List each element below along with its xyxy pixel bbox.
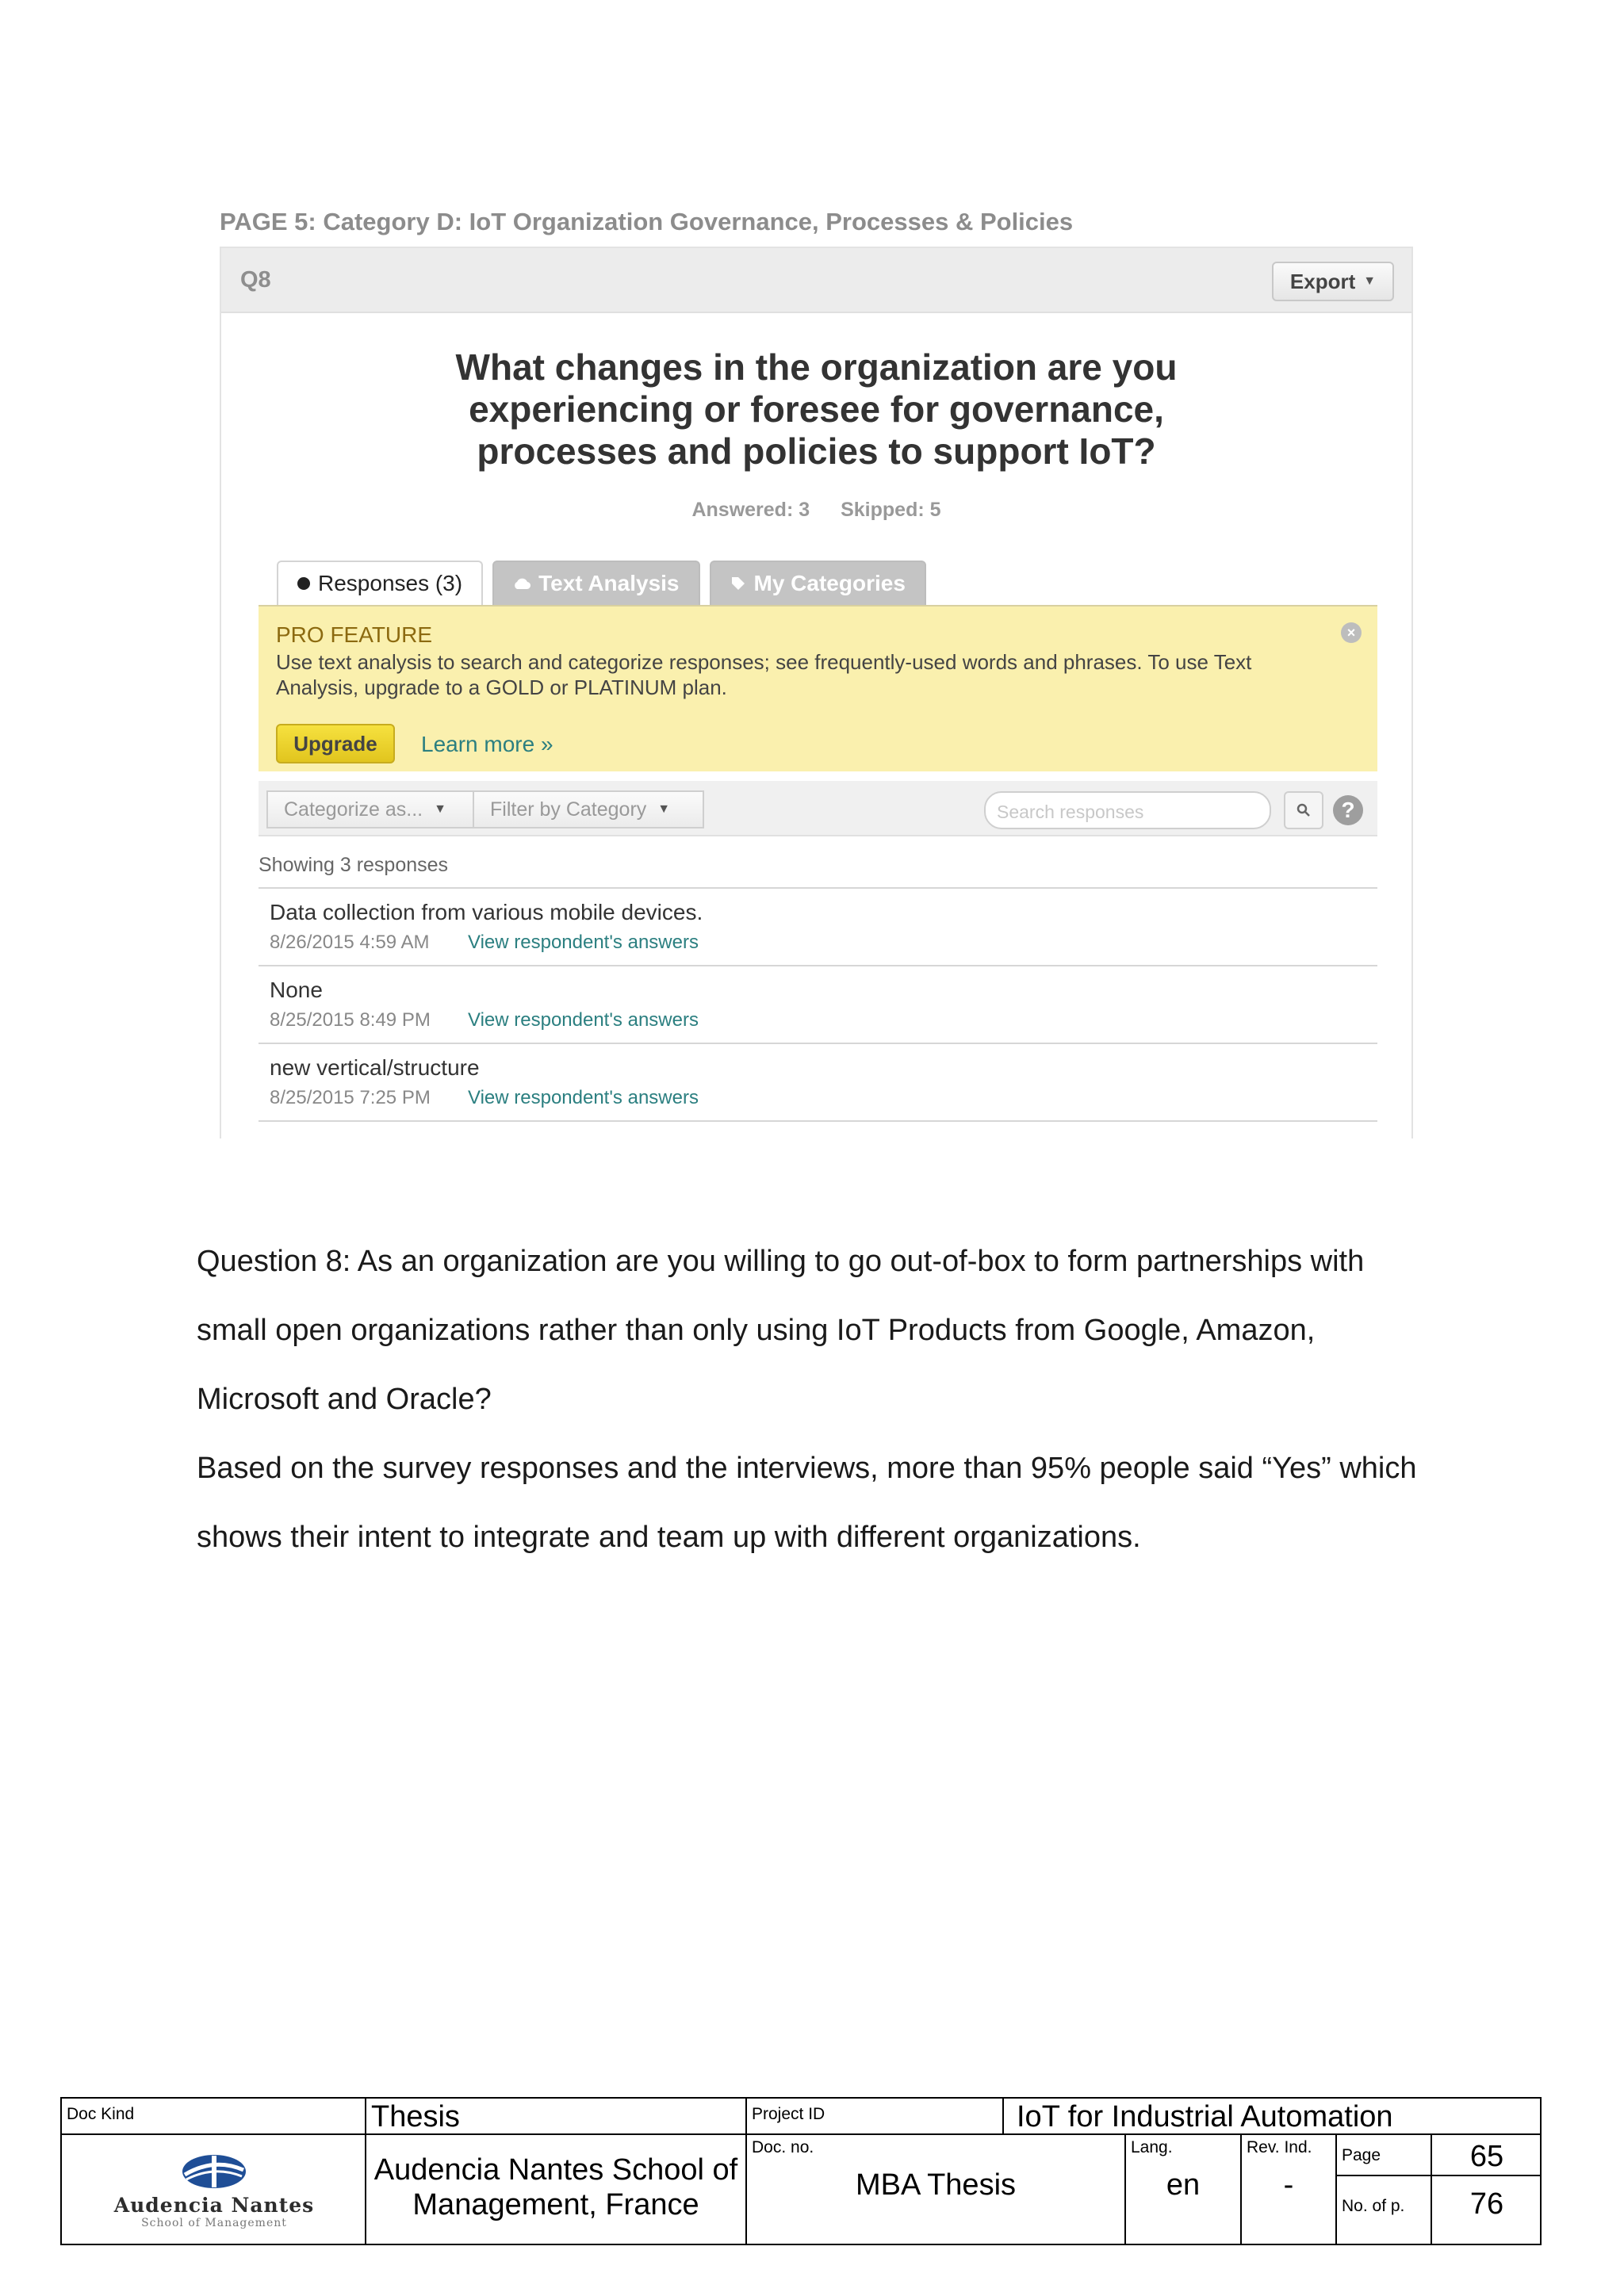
project-id-value: IoT for Industrial Automation bbox=[1017, 2100, 1393, 2133]
logo-subtitle: School of Management bbox=[141, 2217, 287, 2229]
close-icon[interactable]: × bbox=[1341, 622, 1362, 643]
response-text: None bbox=[270, 978, 323, 1002]
body-text bbox=[197, 1227, 1434, 1572]
school-name-line: Audencia Nantes School of bbox=[373, 2153, 738, 2187]
categorize-dropdown[interactable] bbox=[266, 790, 474, 828]
rev-value: - bbox=[1283, 2168, 1294, 2202]
question-title bbox=[221, 346, 1411, 473]
tab-text-analysis[interactable] bbox=[492, 561, 699, 607]
doc-kind-label-cell bbox=[62, 2099, 366, 2135]
tab-label: Text Analysis bbox=[538, 571, 680, 595]
showing-count: Showing 3 responses bbox=[259, 854, 449, 876]
lang-value: en bbox=[1166, 2168, 1201, 2202]
view-answers-link[interactable]: View respondent's answers bbox=[468, 1009, 699, 1031]
rev-label: Rev. Ind. bbox=[1247, 2138, 1312, 2156]
response-date: 8/25/2015 8:49 PM bbox=[270, 1009, 431, 1031]
page-heading: PAGE 5: Category D: IoT Organization Governance, Processes & Policies bbox=[220, 208, 1074, 235]
question-title-line: What changes in the organization are you bbox=[455, 346, 1178, 388]
search-icon bbox=[1296, 802, 1312, 818]
response-toolbar bbox=[259, 781, 1377, 836]
learn-more-link[interactable]: Learn more » bbox=[421, 732, 553, 756]
categorize-label: Categorize as... bbox=[284, 798, 423, 821]
filter-dropdown[interactable] bbox=[473, 790, 704, 828]
doc-kind-value-cell bbox=[366, 2099, 747, 2135]
doc-no-value: MBA Thesis bbox=[855, 2168, 1017, 2202]
tab-label: Responses (3) bbox=[318, 571, 463, 595]
school-logo bbox=[62, 2135, 366, 2247]
chevron-down-icon: ▼ bbox=[657, 802, 671, 816]
response-date: 8/26/2015 4:59 AM bbox=[270, 932, 430, 953]
export-label: Export bbox=[1289, 269, 1356, 293]
pages-value-cell bbox=[1432, 2176, 1542, 2245]
answered-count: Answered: 3 bbox=[691, 499, 810, 521]
page-number: 65 bbox=[1469, 2140, 1504, 2173]
doc-no-label: Doc. no. bbox=[752, 2138, 814, 2156]
tab-label: My Categories bbox=[753, 571, 906, 595]
project-id-label: Project ID bbox=[752, 2105, 825, 2123]
question-title-line: processes and policies to support IoT? bbox=[477, 430, 1156, 472]
response-list bbox=[259, 887, 1377, 1122]
question-stats bbox=[221, 499, 1411, 522]
chevron-down-icon: ▼ bbox=[434, 802, 446, 816]
response-item bbox=[259, 1044, 1377, 1122]
upgrade-button[interactable]: Upgrade bbox=[276, 724, 395, 763]
lang-label: Lang. bbox=[1131, 2138, 1173, 2156]
doc-kind-value: Thesis bbox=[371, 2100, 460, 2133]
total-pages: 76 bbox=[1469, 2187, 1504, 2221]
doc-no-cell bbox=[747, 2135, 1126, 2245]
tab-my-categories[interactable] bbox=[710, 561, 926, 607]
logo-name: Audencia Nantes bbox=[113, 2194, 315, 2217]
school-name bbox=[366, 2152, 745, 2222]
audencia-logo-icon bbox=[178, 2152, 250, 2191]
rev-cell bbox=[1242, 2135, 1337, 2245]
question-title-line: experiencing or foresee for governance, bbox=[469, 388, 1164, 430]
search-input[interactable]: Search responses bbox=[984, 791, 1271, 829]
tag-icon bbox=[730, 576, 746, 591]
body-paragraph: Question 8: As an organization are you willing to go out-of-box to form partnerships with small open organizations rather than only using IoT Products from Google, Amazon, Microsoft and Oracle? bbox=[197, 1245, 1365, 1416]
response-tabs bbox=[277, 561, 926, 607]
doc-kind-label: Doc Kind bbox=[67, 2105, 135, 2123]
response-text: new vertical/structure bbox=[270, 1055, 480, 1080]
logo-cell bbox=[62, 2135, 366, 2245]
question-header bbox=[221, 248, 1411, 313]
pro-feature-title: PRO FEATURE bbox=[276, 622, 433, 647]
response-item bbox=[259, 889, 1377, 966]
survey-question-panel bbox=[220, 247, 1413, 1138]
question-number: Q8 bbox=[240, 267, 271, 293]
view-answers-link[interactable]: View respondent's answers bbox=[468, 1087, 699, 1108]
project-id-label-cell bbox=[747, 2099, 1004, 2135]
body-paragraph: Based on the survey responses and the interviews, more than 95% people said “Yes” which shows their intent to integrate and team up with different organizations. bbox=[197, 1452, 1417, 1554]
page-value-cell bbox=[1432, 2135, 1542, 2176]
pages-label: No. of p. bbox=[1342, 2197, 1405, 2215]
document-footer bbox=[60, 2097, 1542, 2245]
project-id-value-cell bbox=[1004, 2099, 1542, 2135]
pro-feature-banner bbox=[259, 605, 1377, 771]
page-label-cell bbox=[1337, 2135, 1432, 2176]
lang-cell bbox=[1126, 2135, 1242, 2245]
chevron-down-icon: ▼ bbox=[1363, 274, 1377, 288]
filter-label: Filter by Category bbox=[490, 798, 647, 821]
bullet-icon bbox=[297, 577, 310, 590]
pages-label-cell bbox=[1337, 2176, 1432, 2245]
pro-feature-text: Use text analysis to search and categorize responses; see frequently-used words and phrases. To use Text Analysis, upgrade to a GOLD or PLATINUM plan. bbox=[276, 650, 1252, 699]
school-name-line: Management, France bbox=[412, 2188, 699, 2221]
export-button[interactable] bbox=[1272, 262, 1394, 301]
response-date: 8/25/2015 7:25 PM bbox=[270, 1087, 431, 1108]
school-name-cell bbox=[366, 2135, 747, 2245]
help-icon[interactable]: ? bbox=[1333, 795, 1363, 825]
skipped-count: Skipped: 5 bbox=[841, 499, 941, 521]
page-label: Page bbox=[1342, 2146, 1381, 2164]
view-answers-link[interactable]: View respondent's answers bbox=[468, 932, 699, 953]
tab-responses[interactable] bbox=[277, 561, 483, 607]
search-button[interactable] bbox=[1284, 791, 1323, 829]
response-text: Data collection from various mobile devices. bbox=[270, 900, 703, 924]
response-item bbox=[259, 966, 1377, 1044]
cloud-icon bbox=[513, 577, 530, 590]
